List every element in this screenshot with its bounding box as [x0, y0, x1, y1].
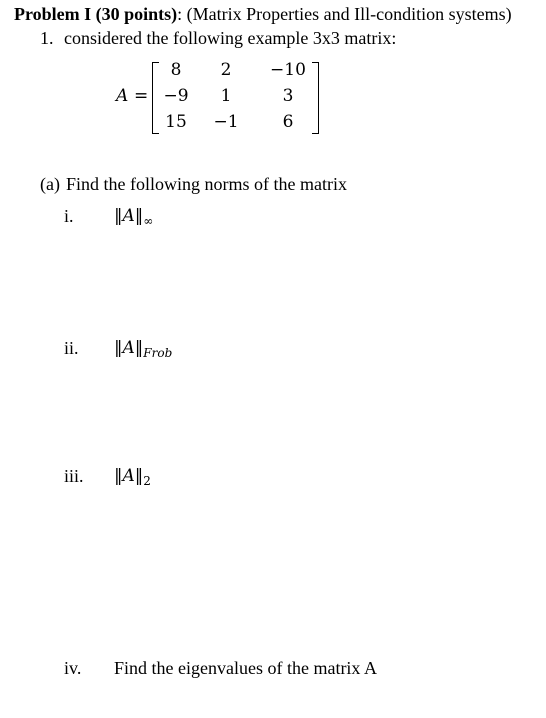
- matrix-cell: 6: [282, 112, 294, 132]
- subpart-numeral: ii.: [64, 338, 79, 358]
- norm-subscript: 2: [143, 474, 151, 488]
- matrix-cell: 1: [220, 86, 232, 106]
- matrix-cell: −10: [270, 60, 306, 80]
- subpart-numeral: iv.: [64, 658, 82, 678]
- matrix-name: A: [116, 86, 129, 106]
- eigenvalues-text: Find the eigenvalues of the matrix A: [114, 658, 377, 678]
- norm-two: [114, 466, 151, 486]
- problem-heading-bold: Problem I (30 points): [14, 4, 178, 24]
- item-number: 1.: [40, 28, 54, 48]
- part-a-label: (a): [40, 174, 60, 194]
- subpart-numeral: iii.: [64, 466, 84, 486]
- norm-frobenius: [114, 338, 172, 358]
- matrix-equals: =: [134, 86, 149, 106]
- matrix-cell: −9: [163, 86, 189, 106]
- norm-infinity: [114, 206, 153, 226]
- problem-heading-rest: : (Matrix Properties and Ill-condition systems): [177, 4, 512, 24]
- matrix-cell: 2: [220, 60, 232, 80]
- matrix-cell: 8: [170, 60, 182, 80]
- norm-symbol: ‖A‖: [114, 338, 144, 358]
- part-a-text: Find the following norms of the matrix: [66, 174, 347, 194]
- norm-symbol: ‖A‖: [114, 466, 144, 486]
- matrix-cell: 3: [282, 86, 294, 106]
- problem-heading: [14, 4, 512, 25]
- matrix-cell: −1: [213, 112, 239, 132]
- matrix-cell: 15: [165, 112, 187, 132]
- subpart-numeral: i.: [64, 206, 74, 226]
- item-text: considered the following example 3x3 matrix:: [64, 28, 397, 48]
- matrix-a: [100, 60, 330, 138]
- norm-symbol: ‖A‖: [114, 206, 144, 226]
- norm-subscript: ∞: [143, 214, 154, 228]
- norm-subscript: Frob: [143, 346, 173, 360]
